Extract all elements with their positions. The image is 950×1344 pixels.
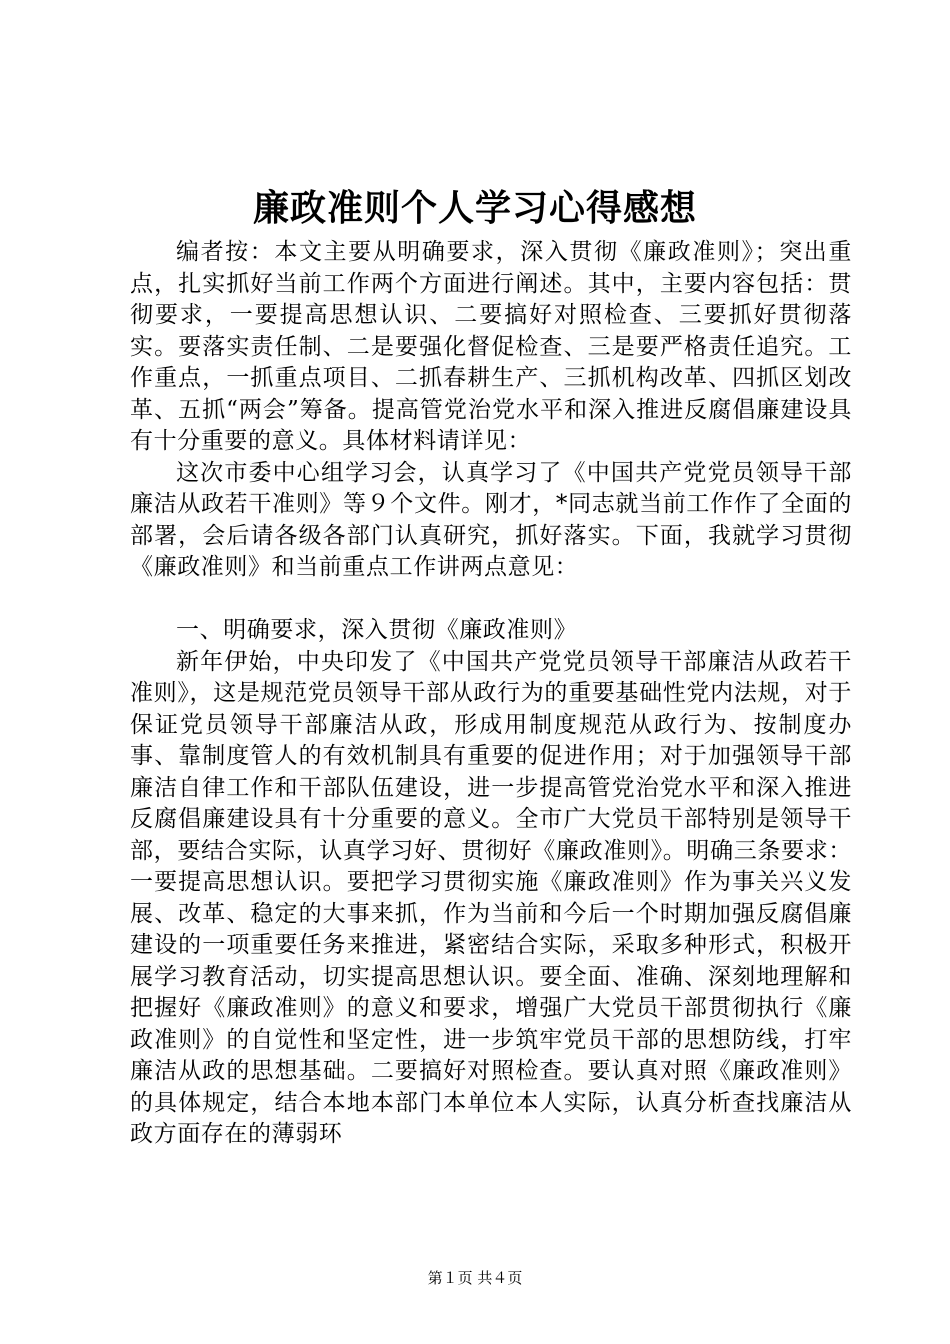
editor-note-paragraph: 编者按：本文主要从明确要求，深入贯彻《廉政准则》；突出重点，扎实抓好当前工作两个方面进行阐述。其中，主要内容包括：贯彻要求，一要提高思想认识、二要搞好对照检查、三要抓好贯彻落实。要落实责任制、二是要强化督促检查、三是要严格责任追究。工作重点，一抓重点项目、二抓春耕生产、三抓机构改革、四抓区划改革、五抓“两会”筹备。提高管党治党水平和深入推进反腐倡廉建设具有十分重要的意义。具体材料请详见：: [130, 239, 852, 454]
intro-paragraph: 这次市委中心组学习会，认真学习了《中国共产党党员领导干部廉洁从政若干准则》等９个文件。刚才，*同志就当前工作作了全面的部署，会后请各级各部门认真研究，抓好落实。下面，我就学习贯彻《廉政准则》和当前重点工作讲两点意见：: [130, 459, 852, 580]
section-heading: 一、明确要求，深入贯彻《廉政准则》: [176, 617, 578, 643]
page-footer: 第１页 共４页: [427, 1269, 523, 1287]
document-title: 廉政准则个人学习心得感想: [252, 187, 697, 229]
section-body-paragraph: 新年伊始，中央印发了《中国共产党党员领导干部廉洁从政若干准则》，这是规范党员领导干部从政行为的重要基础性党内法规，对于保证党员领导干部廉洁从政，形成用制度规范从政行为、按制度办事、靠制度管人的有效机制具有重要的促进作用；对于加强领导干部廉洁自律工作和干部队伍建设，进一步提高管党治党水平和深入推进反腐倡廉建设具有十分重要的意义。全市广大党员干部特别是领导干部，要结合实际，认真学习好、贯彻好《廉政准则》。明确三条要求：一要提高思想认识。要把学习贯彻实施《廉政准则》作为事关兴义发展、改革、稳定的大事来抓，作为当前和今后一个时期加强反腐倡廉建设的一项重要任务来推进，紧密结合实际，采取多种形式，积极开展学习教育活动，切实提高思想认识。要全面、准确、深刻地理解和把握好《廉政准则》的意义和要求，增强广大党员干部贯彻执行《廉政准则》的自觉性和坚定性，进一步筑牢党员干部的思想防线，打牢廉洁从政的思想基础。二要搞好对照检查。要认真对照《廉政准则》的具体规定，结合本地本部门本单位本人实际，认真分析查找廉洁从政方面存在的薄弱环: [130, 648, 852, 1147]
document-body: [130, 237, 852, 1151]
